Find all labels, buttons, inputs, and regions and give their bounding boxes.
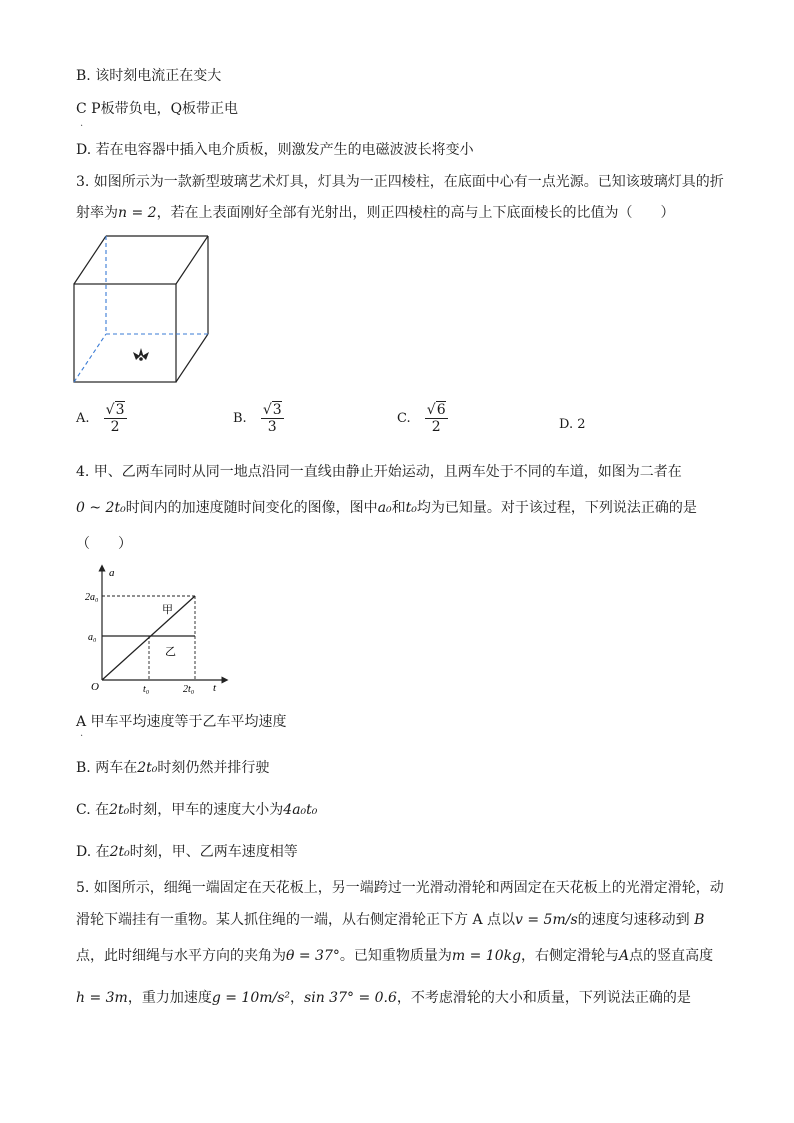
label-jia: 甲 (162, 603, 173, 616)
q5-stem-line3: 点，此时细绳与水平方向的夹角为θ = 37°。已知重物质量为m = 10kg，右侧定滑轮与A点的竖直高度 (76, 948, 714, 964)
x-axis-label: t (213, 682, 217, 694)
q5-stem-line4: h = 3m，重力加速度g = 10m/s²，sin 37° = 0.6，不考虑滑轮的大小和质量，下列说法正确的是 (76, 990, 691, 1006)
q4-stem-line3: （ ） (76, 536, 132, 552)
light-source-icon (133, 348, 149, 361)
q4-option-a: A 甲车平均速度等于乙车平均速度 (76, 714, 287, 730)
x-tick-2t0: 2t₀ (183, 684, 195, 695)
math-n: n = 2 (118, 205, 157, 221)
q3-stem-line2: 射率为n = 2，若在上表面刚好全部有光射出，则正四棱柱的高与上下底面棱长的比值为（ ） (76, 205, 675, 221)
y-axis-label: a (109, 567, 115, 579)
y-tick-a0: a₀ (88, 632, 97, 643)
prism-figure (70, 232, 215, 387)
q4-option-d: D. 在2t₀时刻，甲、乙两车速度相等 (76, 844, 298, 860)
q2-option-b: B. 该时刻电流正在变大 (76, 68, 222, 84)
x-tick-t0: t₀ (143, 684, 150, 695)
q3-option-c: C. $\frac{√6}{2}$ (397, 402, 446, 435)
line-jia (102, 596, 195, 680)
q4-stem-line1: 4. 甲、乙两车同时从同一地点沿同一直线由静止开始运动，且两车处于不同的车道，如图为二者在 (76, 464, 682, 480)
origin-label: O (91, 681, 99, 693)
acceleration-time-graph (85, 563, 230, 698)
q3-stem-line1: 3. 如图所示为一款新型玻璃艺术灯具，灯具为一正四棱柱，在底面中心有一点光源。已知该玻璃灯具的折 (76, 174, 724, 190)
q4-option-c: C. 在2t₀时刻，甲车的速度大小为4a₀t₀ (76, 802, 318, 818)
q4-stem-line2: 0 ~ 2t₀时间内的加速度随时间变化的图像，图中a₀和t₀均为已知量。对于该过程，下列说法正确的是 (76, 500, 697, 516)
q3-option-d: D. 2 (559, 417, 586, 432)
q5-stem-line2: 滑轮下端挂有一重物。某人抓住绳的一端，从右侧定滑轮正下方 A 点以v = 5m/s的速度匀速移动到 B (76, 912, 705, 928)
y-tick-2a0: 2a₀ (85, 592, 99, 603)
q4-option-b: B. 两车在2t₀时刻仍然并排行驶 (76, 760, 270, 776)
q2-option-d: D. 若在电容器中插入电介质板，则激发产生的电磁波波长将变小 (76, 142, 474, 158)
bullet-mark: . (80, 118, 84, 129)
bullet-mark: . (80, 728, 84, 739)
q2-option-c: C P板带负电，Q板带正电 (76, 101, 239, 117)
label-yi: 乙 (165, 645, 176, 658)
q5-stem-line1: 5. 如图所示，细绳一端固定在天花板上，另一端跨过一光滑动滑轮和两固定在天花板上的光滑定滑轮，动 (76, 880, 724, 896)
q3-option-b: B. $\frac{√3}{3}$ (233, 402, 282, 435)
q3-option-a: A. $\frac{√3}{2}$ (76, 402, 125, 435)
